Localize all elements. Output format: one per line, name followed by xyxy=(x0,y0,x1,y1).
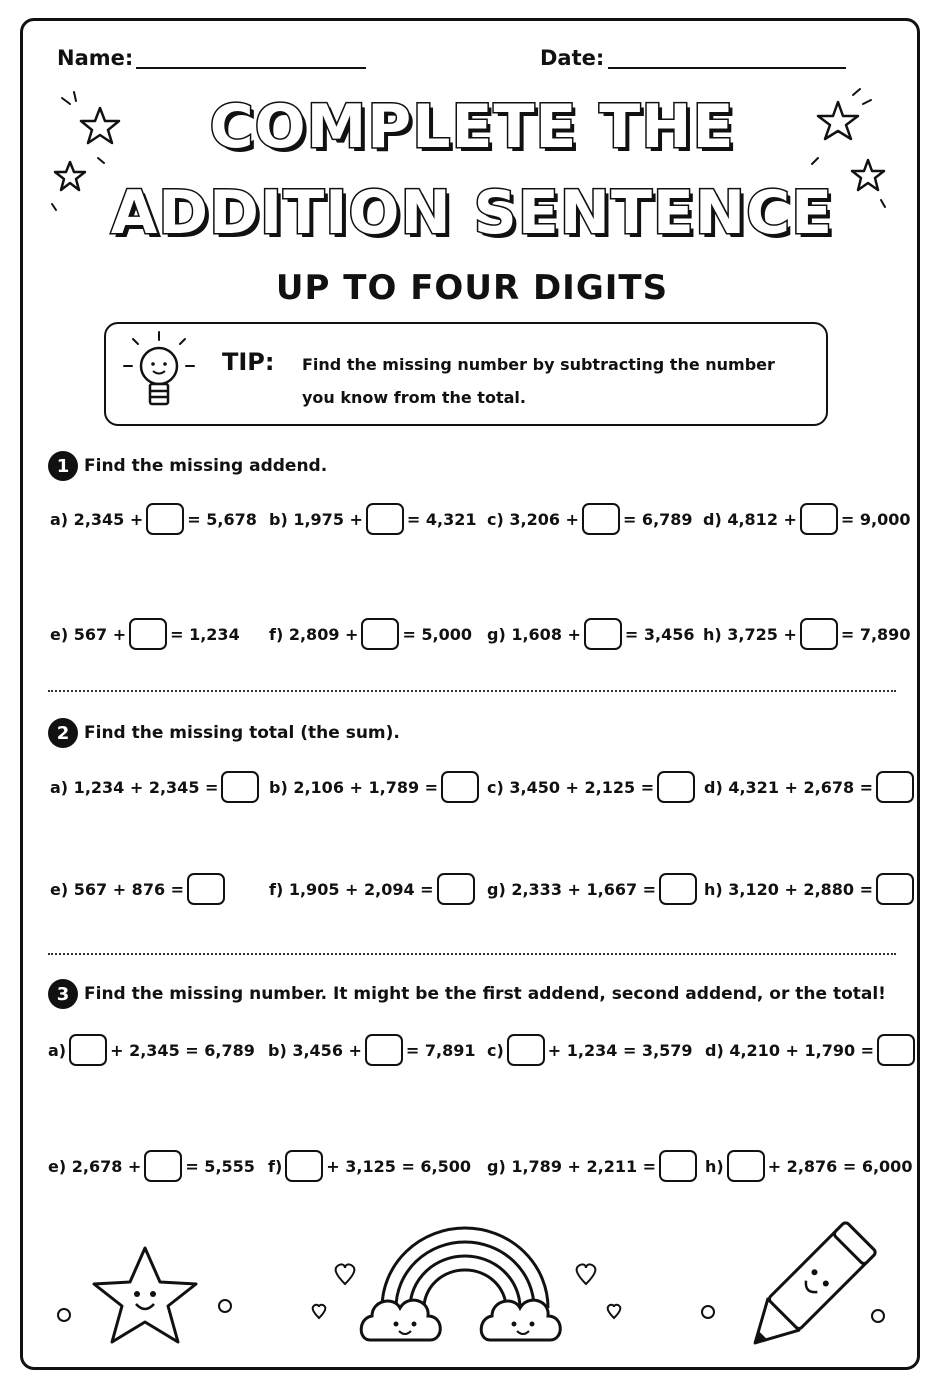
page-subtitle: UP TO FOUR DIGITS xyxy=(275,268,669,308)
answer-box[interactable] xyxy=(877,1034,915,1066)
answer-box[interactable] xyxy=(727,1150,765,1182)
heart-icon xyxy=(608,1305,621,1318)
tip-text: Find the missing number by subtracting the number you know from the total. xyxy=(302,355,775,407)
answer-box[interactable] xyxy=(361,618,399,650)
problem-3h: h) + 2,876 = 6,000 xyxy=(705,1150,912,1182)
star-icon xyxy=(852,160,884,190)
problem-3d: d) 4,210 + 1,790 = xyxy=(705,1034,918,1066)
problem-3a: a) + 2,345 = 6,789 xyxy=(48,1034,255,1066)
bottom-decorations xyxy=(0,1200,944,1380)
problem-1b: b) 1,975 + = 4,321 xyxy=(269,503,477,535)
problem-1g: g) 1,608 + = 3,456 xyxy=(487,618,695,650)
circle-dot-icon xyxy=(872,1310,884,1322)
page-title-line1: COMPLETE THE xyxy=(209,92,735,162)
answer-box[interactable] xyxy=(146,503,184,535)
heart-icon xyxy=(577,1264,596,1284)
tip-label: TIP: xyxy=(222,348,275,376)
problem-1h: h) 3,725 + = 7,890 xyxy=(703,618,910,650)
section-instruction: Find the missing addend. xyxy=(84,456,328,476)
star-icon xyxy=(818,102,858,139)
section-1-heading xyxy=(48,451,327,481)
section-number-badge: 1 xyxy=(48,451,78,481)
section-number-badge: 3 xyxy=(48,979,78,1009)
section-instruction: Find the missing total (the sum). xyxy=(84,723,400,743)
name-label: Name: xyxy=(57,46,134,70)
problem-2d: d) 4,321 + 2,678 = xyxy=(704,771,917,803)
answer-box[interactable] xyxy=(221,771,259,803)
problem-3g: g) 1,789 + 2,211 = xyxy=(487,1150,700,1182)
answer-box[interactable] xyxy=(876,873,914,905)
section-divider xyxy=(48,953,896,955)
problem-3b: b) 3,456 + = 7,891 xyxy=(268,1034,476,1066)
problem-3e: e) 2,678 + = 5,555 xyxy=(48,1150,255,1182)
answer-box[interactable] xyxy=(437,873,475,905)
star-icon xyxy=(81,108,119,143)
answer-box[interactable] xyxy=(187,873,225,905)
heart-icon xyxy=(313,1305,326,1318)
answer-box[interactable] xyxy=(582,503,620,535)
problem-2b: b) 2,106 + 1,789 = xyxy=(269,771,482,803)
problem-2c: c) 3,450 + 2,125 = xyxy=(487,771,698,803)
section-divider xyxy=(48,690,896,692)
problem-3f: f) + 3,125 = 6,500 xyxy=(268,1150,471,1182)
answer-box[interactable] xyxy=(659,1150,697,1182)
section-instruction: Find the missing number. It might be the first addend, second addend, or the total! xyxy=(84,984,886,1004)
rainbow-icon xyxy=(382,1228,548,1308)
answer-box[interactable] xyxy=(144,1150,182,1182)
star-icon xyxy=(55,162,85,190)
circle-dot-icon xyxy=(58,1309,70,1321)
cloud-icon xyxy=(361,1300,440,1340)
heart-icon xyxy=(336,1264,355,1284)
smiling-star-icon xyxy=(94,1248,196,1342)
title-stars xyxy=(0,0,944,260)
answer-box[interactable] xyxy=(584,618,622,650)
pencil-icon xyxy=(740,1221,877,1358)
answer-box[interactable] xyxy=(507,1034,545,1066)
answer-box[interactable] xyxy=(129,618,167,650)
date-label: Date: xyxy=(540,46,605,70)
problem-1a: a) 2,345 + = 5,678 xyxy=(50,503,257,535)
answer-box[interactable] xyxy=(659,873,697,905)
circle-dot-icon xyxy=(219,1300,231,1312)
section-2-heading xyxy=(48,718,400,748)
problem-1d: d) 4,812 + = 9,000 xyxy=(703,503,911,535)
problem-1e: e) 567 + = 1,234 xyxy=(50,618,240,650)
answer-box[interactable] xyxy=(657,771,695,803)
problem-1c: c) 3,206 + = 6,789 xyxy=(487,503,693,535)
answer-box[interactable] xyxy=(366,503,404,535)
problem-2e: e) 567 + 876 = xyxy=(50,873,228,905)
circle-dot-icon xyxy=(702,1306,714,1318)
problem-3c: c) + 1,234 = 3,579 xyxy=(487,1034,693,1066)
answer-box[interactable] xyxy=(800,618,838,650)
problem-2h: h) 3,120 + 2,880 = xyxy=(704,873,917,905)
answer-box[interactable] xyxy=(876,771,914,803)
problem-2a: a) 1,234 + 2,345 = xyxy=(50,771,262,803)
problem-2f: f) 1,905 + 2,094 = xyxy=(269,873,478,905)
problem-1f: f) 2,809 + = 5,000 xyxy=(269,618,472,650)
tip-box xyxy=(104,322,828,426)
problem-2g: g) 2,333 + 1,667 = xyxy=(487,873,700,905)
answer-box[interactable] xyxy=(365,1034,403,1066)
answer-box[interactable] xyxy=(800,503,838,535)
lightbulb-icon xyxy=(114,328,204,428)
answer-box[interactable] xyxy=(69,1034,107,1066)
section-3-heading xyxy=(48,979,886,1009)
section-number-badge: 2 xyxy=(48,718,78,748)
page-title-line2: ADDITION SENTENCE xyxy=(110,178,834,248)
answer-box[interactable] xyxy=(285,1150,323,1182)
answer-box[interactable] xyxy=(441,771,479,803)
